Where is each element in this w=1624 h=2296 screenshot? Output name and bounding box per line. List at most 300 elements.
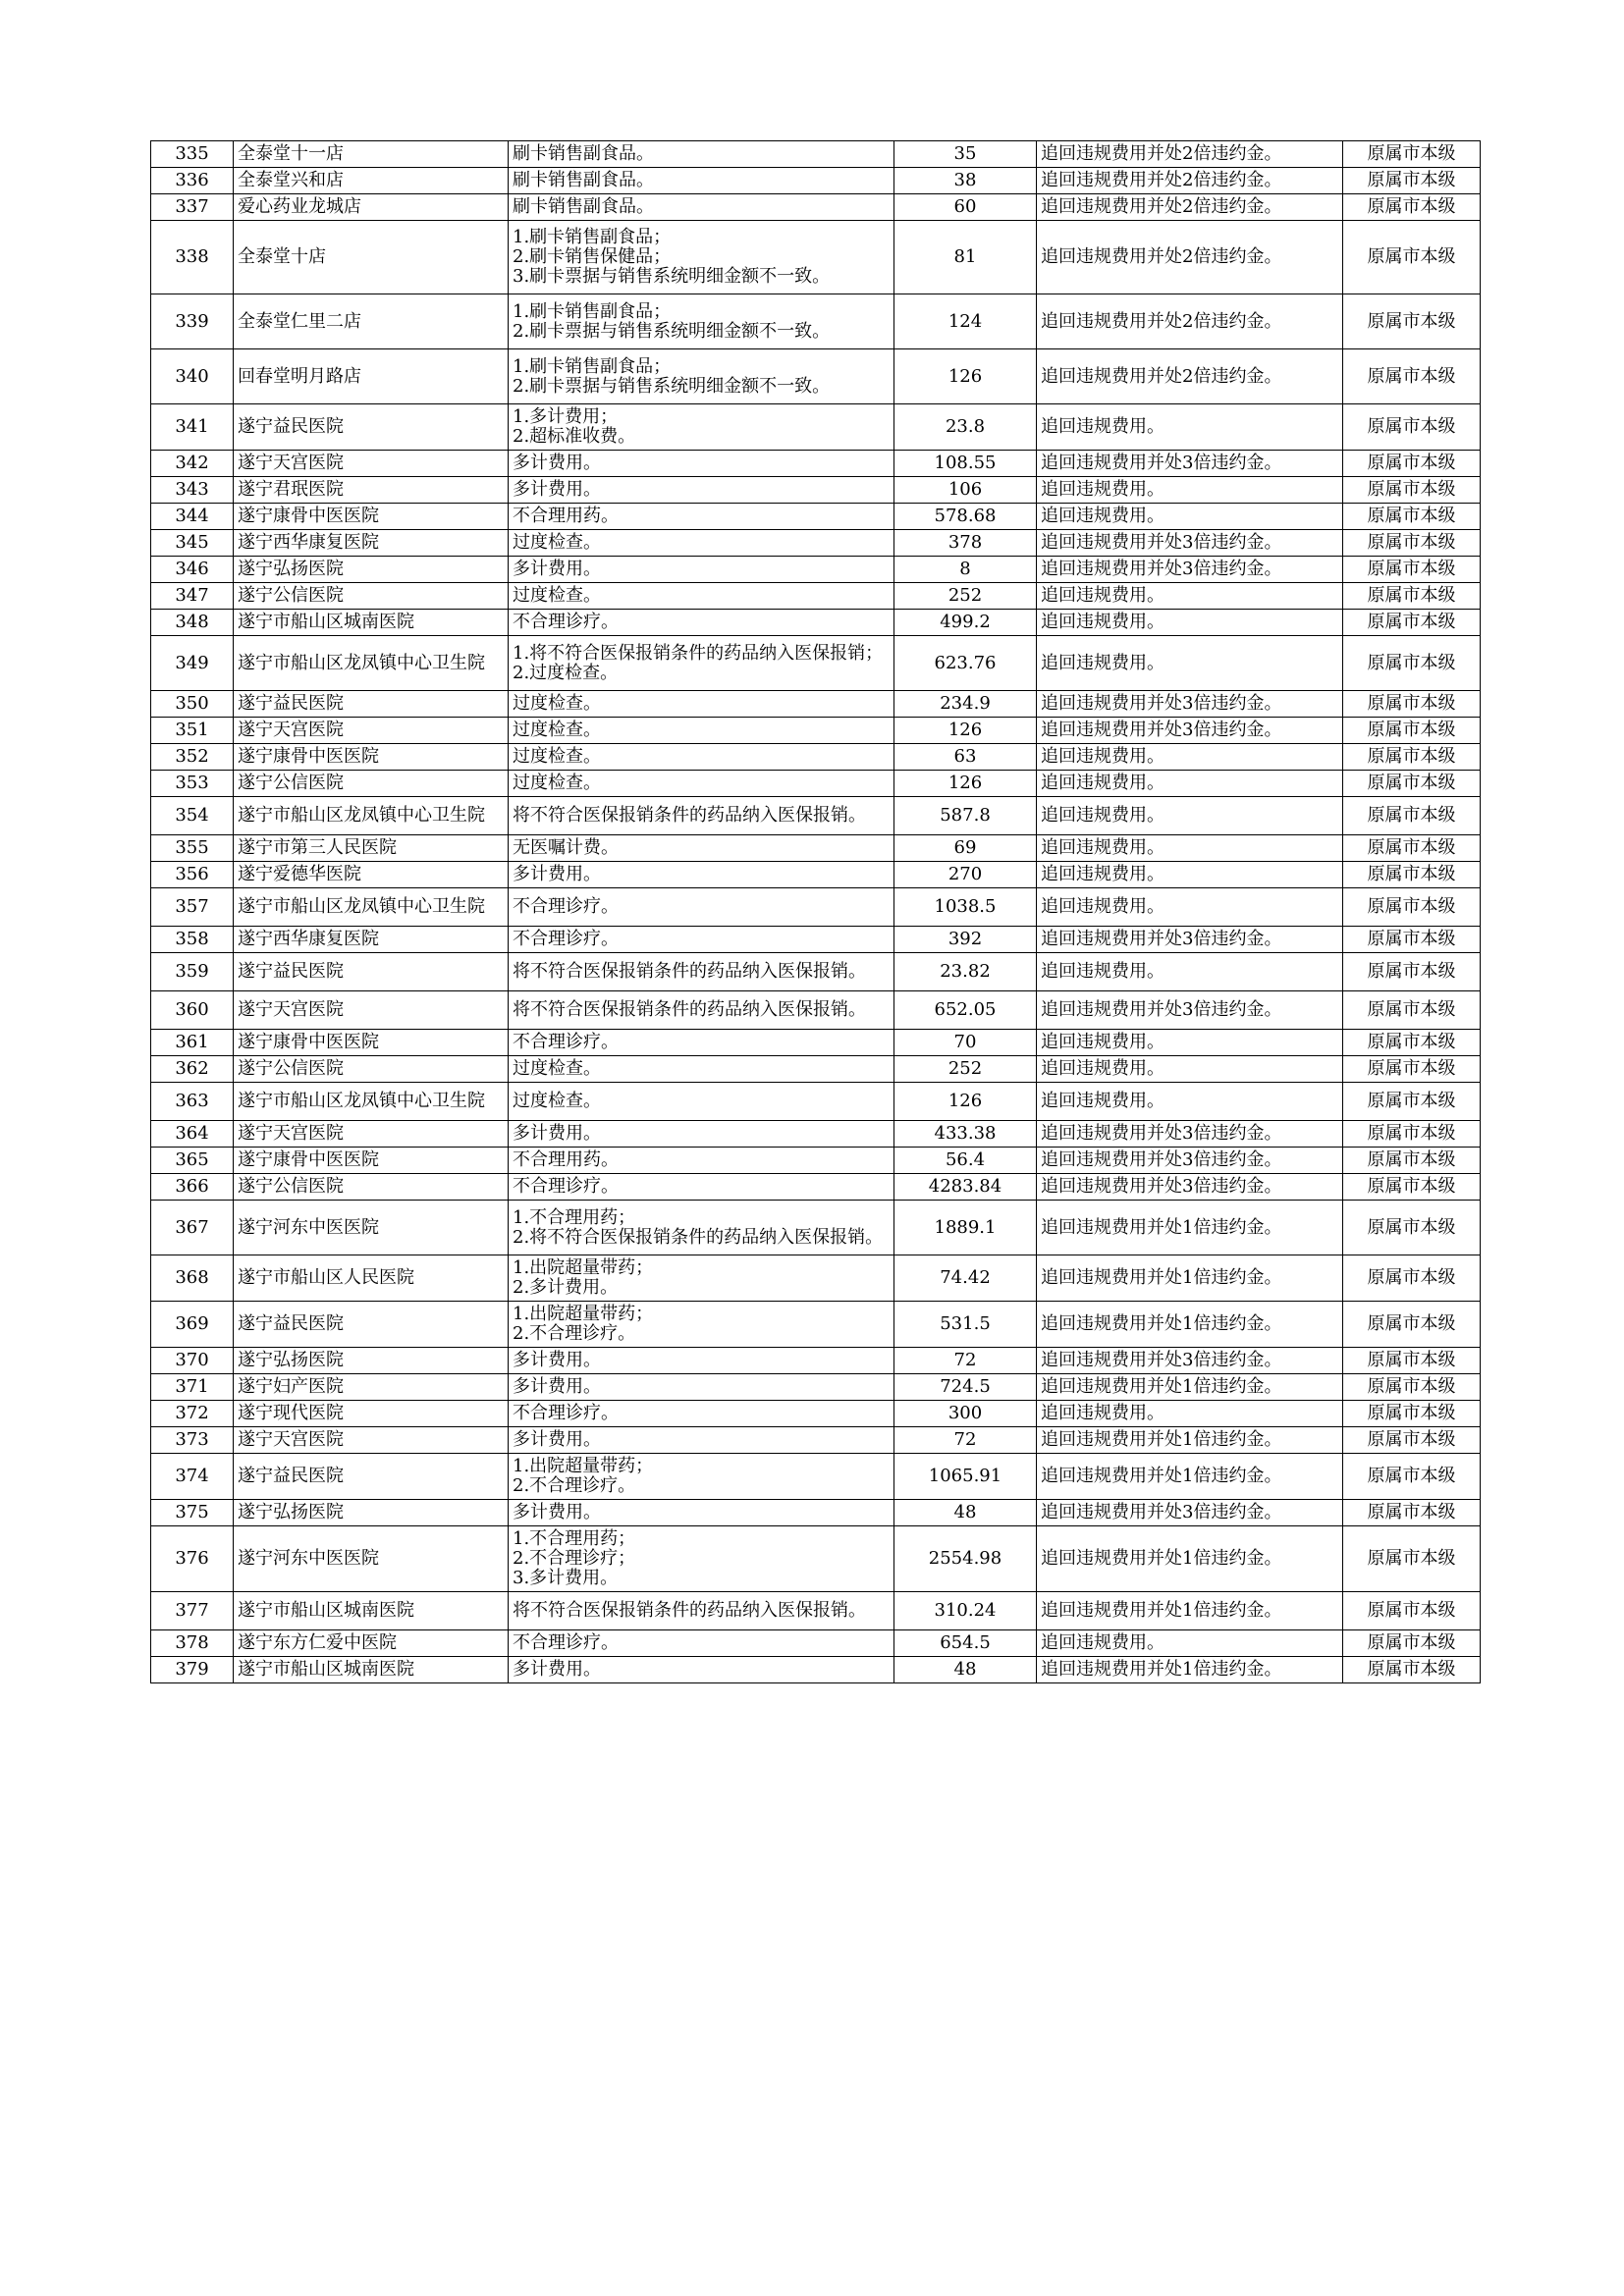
institution-name: 爱心药业龙城店 — [234, 194, 509, 221]
institution-name: 遂宁西华康复医院 — [234, 530, 509, 557]
region: 原属市本级 — [1343, 718, 1481, 744]
violation-description — [509, 610, 894, 636]
handling-action: 追回违规费用。 — [1037, 1401, 1343, 1427]
violation-description — [509, 835, 894, 862]
institution-name: 遂宁市船山区龙凤镇中心卫生院 — [234, 1083, 509, 1121]
violation-line: 1.出院超量带药； — [513, 1456, 654, 1476]
region: 原属市本级 — [1343, 1500, 1481, 1526]
handling-action: 追回违规费用并处3倍违约金。 — [1037, 530, 1343, 557]
violation-line: 过度检查。 — [513, 720, 601, 740]
region: 原属市本级 — [1343, 1401, 1481, 1427]
row-number: 375 — [151, 1500, 234, 1526]
violation-description — [509, 194, 894, 221]
table-row — [151, 1302, 1481, 1348]
violation-line: 无医嘱计费。 — [513, 837, 619, 858]
row-number: 339 — [151, 294, 234, 349]
violation-line: 2.过度检查。 — [513, 662, 619, 683]
table-row — [151, 168, 1481, 194]
row-number: 356 — [151, 862, 234, 888]
region: 原属市本级 — [1343, 349, 1481, 404]
violation-line: 多计费用。 — [513, 453, 601, 473]
row-number: 369 — [151, 1302, 234, 1348]
handling-action: 追回违规费用并处3倍违约金。 — [1037, 1174, 1343, 1201]
table-row — [151, 1148, 1481, 1174]
violation-amount: 126 — [894, 349, 1037, 404]
violation-amount: 23.8 — [894, 404, 1037, 451]
violation-amount: 1038.5 — [894, 888, 1037, 927]
violation-amount: 531.5 — [894, 1302, 1037, 1348]
violation-line: 1.多计费用； — [513, 406, 619, 427]
institution-name: 遂宁市船山区龙凤镇中心卫生院 — [234, 797, 509, 835]
row-number: 368 — [151, 1255, 234, 1302]
violation-line: 1.不合理用药； — [513, 1206, 636, 1228]
handling-action: 追回违规费用。 — [1037, 1630, 1343, 1657]
row-number: 378 — [151, 1630, 234, 1657]
violation-line: 不合理用药。 — [513, 1149, 619, 1170]
violation-description — [509, 168, 894, 194]
handling-action: 追回违规费用并处1倍违约金。 — [1037, 1201, 1343, 1255]
region: 原属市本级 — [1343, 1630, 1481, 1657]
violation-line: 2.刷卡票据与销售系统明细金额不一致。 — [513, 375, 831, 397]
violation-line: 不合理诊疗。 — [513, 1632, 619, 1653]
violation-amount: 1065.91 — [894, 1454, 1037, 1500]
violation-line: 1.刷卡销售副食品； — [513, 227, 672, 247]
handling-action: 追回违规费用并处3倍违约金。 — [1037, 691, 1343, 718]
violation-description — [509, 477, 894, 504]
handling-action: 追回违规费用并处3倍违约金。 — [1037, 927, 1343, 953]
violation-description — [509, 1302, 894, 1348]
violations-table-body — [151, 141, 1481, 1683]
violation-line: 将不符合医保报销条件的药品纳入医保报销。 — [513, 1600, 866, 1621]
table-row — [151, 504, 1481, 530]
institution-name: 遂宁东方仁爱中医院 — [234, 1630, 509, 1657]
region: 原属市本级 — [1343, 636, 1481, 691]
institution-name: 遂宁公信医院 — [234, 583, 509, 610]
handling-action: 追回违规费用。 — [1037, 1030, 1343, 1056]
violation-description — [509, 1454, 894, 1500]
violation-line: 多计费用。 — [513, 479, 601, 500]
violation-description — [509, 1657, 894, 1683]
handling-action: 追回违规费用并处3倍违约金。 — [1037, 1500, 1343, 1526]
violation-line: 2.超标准收费。 — [513, 426, 636, 447]
violation-description — [509, 349, 894, 404]
table-row — [151, 1500, 1481, 1526]
handling-action: 追回违规费用。 — [1037, 744, 1343, 771]
violation-description — [509, 636, 894, 691]
violation-line: 刷卡销售副食品。 — [513, 143, 654, 164]
violation-amount: 35 — [894, 141, 1037, 168]
region: 原属市本级 — [1343, 927, 1481, 953]
violation-line: 2.将不符合医保报销条件的药品纳入医保报销。 — [513, 1226, 884, 1248]
institution-name: 遂宁公信医院 — [234, 771, 509, 797]
region: 原属市本级 — [1343, 294, 1481, 349]
violation-description — [509, 991, 894, 1030]
institution-name: 遂宁天宫医院 — [234, 718, 509, 744]
violation-line: 过度检查。 — [513, 1091, 601, 1111]
violation-description — [509, 1174, 894, 1201]
row-number: 354 — [151, 797, 234, 835]
region: 原属市本级 — [1343, 1454, 1481, 1500]
handling-action: 追回违规费用。 — [1037, 953, 1343, 991]
table-row — [151, 349, 1481, 404]
violation-line: 不合理用药。 — [513, 506, 619, 526]
violation-line: 多计费用。 — [513, 1429, 601, 1450]
region: 原属市本级 — [1343, 1374, 1481, 1401]
violation-amount: 2554.98 — [894, 1526, 1037, 1592]
region: 原属市本级 — [1343, 610, 1481, 636]
row-number: 358 — [151, 927, 234, 953]
table-row — [151, 888, 1481, 927]
violation-line: 不合理诊疗。 — [513, 1403, 619, 1423]
row-number: 335 — [151, 141, 234, 168]
institution-name: 遂宁康骨中医医院 — [234, 744, 509, 771]
institution-name: 遂宁公信医院 — [234, 1056, 509, 1083]
region: 原属市本级 — [1343, 557, 1481, 583]
row-number: 350 — [151, 691, 234, 718]
table-row — [151, 1174, 1481, 1201]
table-row — [151, 1630, 1481, 1657]
violation-line: 过度检查。 — [513, 1058, 601, 1079]
violation-description — [509, 797, 894, 835]
violation-description — [509, 1030, 894, 1056]
row-number: 376 — [151, 1526, 234, 1592]
institution-name: 遂宁天宫医院 — [234, 1427, 509, 1454]
violation-description — [509, 771, 894, 797]
violation-amount: 72 — [894, 1348, 1037, 1374]
handling-action: 追回违规费用。 — [1037, 477, 1343, 504]
violation-line: 不合理诊疗。 — [513, 1176, 619, 1197]
table-row — [151, 1592, 1481, 1630]
row-number: 337 — [151, 194, 234, 221]
violation-amount: 654.5 — [894, 1630, 1037, 1657]
institution-name: 遂宁益民医院 — [234, 1454, 509, 1500]
violation-line: 1.出院超量带药； — [513, 1257, 654, 1278]
violation-description — [509, 1500, 894, 1526]
table-row — [151, 583, 1481, 610]
row-number: 379 — [151, 1657, 234, 1683]
table-row — [151, 1454, 1481, 1500]
violation-description — [509, 504, 894, 530]
institution-name: 遂宁益民医院 — [234, 404, 509, 451]
violation-description — [509, 530, 894, 557]
row-number: 372 — [151, 1401, 234, 1427]
violation-amount: 124 — [894, 294, 1037, 349]
table-row — [151, 221, 1481, 294]
handling-action: 追回违规费用并处3倍违约金。 — [1037, 451, 1343, 477]
violation-line: 过度检查。 — [513, 773, 601, 793]
region: 原属市本级 — [1343, 530, 1481, 557]
violation-amount: 63 — [894, 744, 1037, 771]
row-number: 345 — [151, 530, 234, 557]
handling-action: 追回违规费用。 — [1037, 888, 1343, 927]
violation-line: 2.刷卡销售保健品； — [513, 246, 672, 267]
violation-amount: 499.2 — [894, 610, 1037, 636]
handling-action: 追回违规费用并处1倍违约金。 — [1037, 1374, 1343, 1401]
institution-name: 遂宁市船山区城南医院 — [234, 1592, 509, 1630]
handling-action: 追回违规费用并处2倍违约金。 — [1037, 141, 1343, 168]
region: 原属市本级 — [1343, 1427, 1481, 1454]
violation-line: 2.不合理诊疗。 — [513, 1475, 636, 1496]
violation-description — [509, 404, 894, 451]
row-number: 377 — [151, 1592, 234, 1630]
region: 原属市本级 — [1343, 771, 1481, 797]
institution-name: 全泰堂十一店 — [234, 141, 509, 168]
institution-name: 遂宁市第三人民医院 — [234, 835, 509, 862]
violation-line: 不合理诊疗。 — [513, 1032, 619, 1052]
institution-name: 遂宁河东中医医院 — [234, 1201, 509, 1255]
violation-line: 刷卡销售副食品。 — [513, 170, 654, 190]
institution-name: 遂宁市船山区龙凤镇中心卫生院 — [234, 636, 509, 691]
region: 原属市本级 — [1343, 888, 1481, 927]
region: 原属市本级 — [1343, 862, 1481, 888]
table-row — [151, 1401, 1481, 1427]
violation-line: 2.多计费用。 — [513, 1277, 619, 1298]
handling-action: 追回违规费用并处2倍违约金。 — [1037, 349, 1343, 404]
violation-amount: 587.8 — [894, 797, 1037, 835]
violation-line: 1.将不符合医保报销条件的药品纳入医保报销； — [513, 642, 884, 664]
row-number: 364 — [151, 1121, 234, 1148]
violation-description — [509, 294, 894, 349]
violation-line: 多计费用。 — [513, 1502, 601, 1522]
violation-amount: 300 — [894, 1401, 1037, 1427]
handling-action: 追回违规费用。 — [1037, 636, 1343, 691]
violation-amount: 72 — [894, 1427, 1037, 1454]
institution-name: 回春堂明月路店 — [234, 349, 509, 404]
table-row — [151, 862, 1481, 888]
table-row — [151, 953, 1481, 991]
region: 原属市本级 — [1343, 1348, 1481, 1374]
violation-amount: 23.82 — [894, 953, 1037, 991]
region: 原属市本级 — [1343, 953, 1481, 991]
handling-action: 追回违规费用并处1倍违约金。 — [1037, 1592, 1343, 1630]
violation-description — [509, 1056, 894, 1083]
handling-action: 追回违规费用。 — [1037, 1083, 1343, 1121]
violation-line: 2.不合理诊疗。 — [513, 1323, 636, 1344]
institution-name: 遂宁市船山区龙凤镇中心卫生院 — [234, 888, 509, 927]
violation-description — [509, 1201, 894, 1255]
institution-name: 遂宁天宫医院 — [234, 991, 509, 1030]
violation-amount: 106 — [894, 477, 1037, 504]
handling-action: 追回违规费用并处3倍违约金。 — [1037, 718, 1343, 744]
handling-action: 追回违规费用。 — [1037, 771, 1343, 797]
row-number: 353 — [151, 771, 234, 797]
table-row — [151, 718, 1481, 744]
table-row — [151, 744, 1481, 771]
handling-action: 追回违规费用并处1倍违约金。 — [1037, 1255, 1343, 1302]
violation-line: 过度检查。 — [513, 532, 601, 553]
violation-line: 1.不合理用药； — [513, 1528, 636, 1549]
violation-amount: 56.4 — [894, 1148, 1037, 1174]
violation-description — [509, 451, 894, 477]
table-row — [151, 1255, 1481, 1302]
handling-action: 追回违规费用。 — [1037, 862, 1343, 888]
violation-description — [509, 1592, 894, 1630]
violation-line: 多计费用。 — [513, 559, 601, 579]
institution-name: 遂宁爱德华医院 — [234, 862, 509, 888]
row-number: 370 — [151, 1348, 234, 1374]
institution-name: 遂宁天宫医院 — [234, 1121, 509, 1148]
violation-description — [509, 718, 894, 744]
table-row — [151, 1083, 1481, 1121]
violation-amount: 108.55 — [894, 451, 1037, 477]
row-number: 348 — [151, 610, 234, 636]
violation-description — [509, 557, 894, 583]
institution-name: 遂宁益民医院 — [234, 1302, 509, 1348]
table-row — [151, 636, 1481, 691]
row-number: 347 — [151, 583, 234, 610]
violation-amount: 126 — [894, 1083, 1037, 1121]
row-number: 362 — [151, 1056, 234, 1083]
violation-line: 将不符合医保报销条件的药品纳入医保报销。 — [513, 961, 866, 982]
region: 原属市本级 — [1343, 583, 1481, 610]
row-number: 365 — [151, 1148, 234, 1174]
violation-amount: 234.9 — [894, 691, 1037, 718]
table-row — [151, 1526, 1481, 1592]
handling-action: 追回违规费用并处2倍违约金。 — [1037, 194, 1343, 221]
violation-amount: 433.38 — [894, 1121, 1037, 1148]
table-row — [151, 991, 1481, 1030]
violation-line: 多计费用。 — [513, 864, 601, 884]
violation-amount: 378 — [894, 530, 1037, 557]
violation-description — [509, 141, 894, 168]
table-row — [151, 1056, 1481, 1083]
violation-amount: 270 — [894, 862, 1037, 888]
violation-line: 刷卡销售副食品。 — [513, 196, 654, 217]
violation-line: 过度检查。 — [513, 585, 601, 606]
institution-name: 遂宁天宫医院 — [234, 451, 509, 477]
row-number: 366 — [151, 1174, 234, 1201]
violations-table — [150, 140, 1481, 1683]
handling-action: 追回违规费用并处3倍违约金。 — [1037, 557, 1343, 583]
institution-name: 遂宁公信医院 — [234, 1174, 509, 1201]
violation-description — [509, 888, 894, 927]
row-number: 352 — [151, 744, 234, 771]
table-row — [151, 477, 1481, 504]
violation-amount: 8 — [894, 557, 1037, 583]
violation-amount: 310.24 — [894, 1592, 1037, 1630]
table-row — [151, 1657, 1481, 1683]
handling-action: 追回违规费用。 — [1037, 504, 1343, 530]
region: 原属市本级 — [1343, 194, 1481, 221]
violation-line: 将不符合医保报销条件的药品纳入医保报销。 — [513, 805, 866, 826]
institution-name: 遂宁河东中医医院 — [234, 1526, 509, 1592]
handling-action: 追回违规费用并处3倍违约金。 — [1037, 1121, 1343, 1148]
violation-description — [509, 691, 894, 718]
row-number: 351 — [151, 718, 234, 744]
violation-line: 1.出院超量带药； — [513, 1304, 654, 1324]
institution-name: 遂宁西华康复医院 — [234, 927, 509, 953]
handling-action: 追回违规费用。 — [1037, 797, 1343, 835]
institution-name: 遂宁现代医院 — [234, 1401, 509, 1427]
region: 原属市本级 — [1343, 141, 1481, 168]
institution-name: 遂宁康骨中医医院 — [234, 504, 509, 530]
violation-description — [509, 1630, 894, 1657]
violation-line: 过度检查。 — [513, 693, 601, 714]
region: 原属市本级 — [1343, 1083, 1481, 1121]
region: 原属市本级 — [1343, 168, 1481, 194]
handling-action: 追回违规费用并处1倍违约金。 — [1037, 1427, 1343, 1454]
violation-amount: 74.42 — [894, 1255, 1037, 1302]
row-number: 340 — [151, 349, 234, 404]
violation-line: 多计费用。 — [513, 1123, 601, 1144]
violation-description — [509, 1121, 894, 1148]
violation-line: 多计费用。 — [513, 1350, 601, 1370]
row-number: 336 — [151, 168, 234, 194]
region: 原属市本级 — [1343, 1056, 1481, 1083]
region: 原属市本级 — [1343, 404, 1481, 451]
violation-description — [509, 1255, 894, 1302]
institution-name: 遂宁市船山区城南医院 — [234, 1657, 509, 1683]
violation-description — [509, 1148, 894, 1174]
region: 原属市本级 — [1343, 477, 1481, 504]
table-row — [151, 194, 1481, 221]
violation-amount: 38 — [894, 168, 1037, 194]
violation-description — [509, 583, 894, 610]
violation-line: 过度检查。 — [513, 746, 601, 767]
violation-description — [509, 927, 894, 953]
table-row — [151, 1427, 1481, 1454]
violation-line: 不合理诊疗。 — [513, 896, 619, 917]
region: 原属市本级 — [1343, 1174, 1481, 1201]
handling-action: 追回违规费用并处1倍违约金。 — [1037, 1454, 1343, 1500]
violation-amount: 126 — [894, 718, 1037, 744]
region: 原属市本级 — [1343, 1030, 1481, 1056]
institution-name: 遂宁康骨中医医院 — [234, 1030, 509, 1056]
violation-amount: 1889.1 — [894, 1201, 1037, 1255]
row-number: 360 — [151, 991, 234, 1030]
table-row — [151, 530, 1481, 557]
violation-amount: 252 — [894, 583, 1037, 610]
institution-name: 遂宁益民医院 — [234, 953, 509, 991]
handling-action: 追回违规费用并处1倍违约金。 — [1037, 1302, 1343, 1348]
institution-name: 遂宁弘扬医院 — [234, 557, 509, 583]
violation-amount: 623.76 — [894, 636, 1037, 691]
violation-description — [509, 744, 894, 771]
row-number: 346 — [151, 557, 234, 583]
violation-amount: 652.05 — [894, 991, 1037, 1030]
row-number: 355 — [151, 835, 234, 862]
table-row — [151, 927, 1481, 953]
row-number: 361 — [151, 1030, 234, 1056]
violation-amount: 578.68 — [894, 504, 1037, 530]
violation-amount: 724.5 — [894, 1374, 1037, 1401]
row-number: 373 — [151, 1427, 234, 1454]
table-row — [151, 1348, 1481, 1374]
row-number: 374 — [151, 1454, 234, 1500]
region: 原属市本级 — [1343, 1592, 1481, 1630]
violation-line: 多计费用。 — [513, 1659, 601, 1680]
violation-amount: 48 — [894, 1657, 1037, 1683]
violation-line: 1.刷卡销售副食品； — [513, 355, 672, 377]
handling-action: 追回违规费用。 — [1037, 404, 1343, 451]
region: 原属市本级 — [1343, 835, 1481, 862]
violation-amount: 70 — [894, 1030, 1037, 1056]
table-row — [151, 691, 1481, 718]
institution-name: 遂宁康骨中医医院 — [234, 1148, 509, 1174]
handling-action: 追回违规费用。 — [1037, 835, 1343, 862]
table-row — [151, 610, 1481, 636]
handling-action: 追回违规费用。 — [1037, 1056, 1343, 1083]
table-row — [151, 141, 1481, 168]
region: 原属市本级 — [1343, 744, 1481, 771]
violation-line: 2.刷卡票据与销售系统明细金额不一致。 — [513, 320, 831, 342]
handling-action: 追回违规费用。 — [1037, 583, 1343, 610]
violation-amount: 69 — [894, 835, 1037, 862]
region: 原属市本级 — [1343, 1201, 1481, 1255]
violation-description — [509, 1526, 894, 1592]
row-number: 343 — [151, 477, 234, 504]
region: 原属市本级 — [1343, 1255, 1481, 1302]
